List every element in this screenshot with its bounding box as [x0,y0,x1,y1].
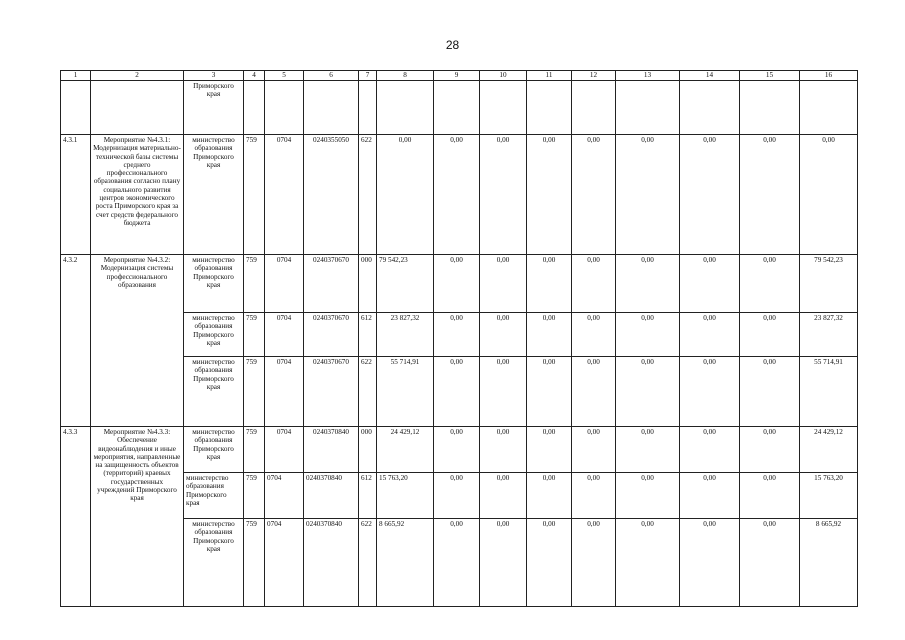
value-cell: 0,00 [572,473,616,519]
total-cell: 79 542,23 [800,255,858,313]
csr-cell: 0240355050 [304,135,359,255]
value-cell: 0,00 [480,519,527,607]
grbs-cell: 759 [244,473,265,519]
responsible-cell: министерство образования Приморского края [184,313,244,357]
vr-cell: 612 [359,313,377,357]
value-cell: 0,00 [434,255,480,313]
header-cell: 7 [359,71,377,81]
value-cell: 0,00 [527,135,572,255]
table-row [61,427,858,473]
grbs-cell: 759 [244,357,265,427]
value-cell: 0,00 [680,473,740,519]
responsible-cell: министерство образования Приморского края [184,135,244,255]
value-cell: 0,00 [434,519,480,607]
value-cell: 0,00 [572,357,616,427]
vr-cell: 000 [359,255,377,313]
vr-cell: 622 [359,135,377,255]
responsible-cell: министерство образования Приморского края [184,427,244,473]
measure-title: Мероприятие №4.3.1: Модернизация материально-технической базы системы среднего профессионального образования согласно плану социального развития центров экономического роста Приморского края за счет средств федерального бюджета [91,135,184,255]
value-cell: 0,00 [616,255,680,313]
value-cell: 0,00 [572,519,616,607]
value-cell: 0,00 [527,357,572,427]
budget-table [60,70,858,607]
value-cell: 0,00 [680,519,740,607]
vr-cell: 000 [359,427,377,473]
value-cell: 0,00 [680,357,740,427]
csr-cell: 0240370670 [304,357,359,427]
value-cell: 0,00 [740,255,800,313]
rzpr-cell: 0704 [265,473,304,519]
header-cell: 9 [434,71,480,81]
responsible-cell: министерство образования Приморского края [184,255,244,313]
vr-cell: 622 [359,519,377,607]
total-cell: 23 827,32 [800,313,858,357]
rzpr-cell: 0704 [265,135,304,255]
value-cell: 23 827,32 [377,313,434,357]
rzpr-cell: 0704 [265,519,304,607]
measure-code: 4.3.3 [61,427,91,607]
value-cell: 0,00 [527,473,572,519]
table-row [61,81,858,135]
value-cell: 0,00 [680,135,740,255]
total-cell: 15 763,20 [800,473,858,519]
rzpr-cell: 0704 [265,313,304,357]
value-cell: 0,00 [572,135,616,255]
value-cell: 0,00 [434,135,480,255]
value-cell: 0,00 [680,313,740,357]
csr-cell: 0240370840 [304,427,359,473]
header-cell: 4 [244,71,265,81]
grbs-cell: 759 [244,313,265,357]
header-cell: 16 [800,71,858,81]
header-cell: 10 [480,71,527,81]
value-cell: 0,00 [434,313,480,357]
value-cell: 0,00 [434,427,480,473]
csr-cell: 0240370670 [304,313,359,357]
rzpr-cell: 0704 [265,357,304,427]
value-cell: 0,00 [740,135,800,255]
responsible-cell: министерство образования Приморского края [184,473,244,519]
csr-cell: 0240370670 [304,255,359,313]
grbs-cell: 759 [244,427,265,473]
value-cell: 0,00 [680,427,740,473]
grbs-cell: 759 [244,135,265,255]
value-cell: 0,00 [616,313,680,357]
header-cell: 13 [616,71,680,81]
value-cell: 0,00 [616,135,680,255]
value-cell: 0,00 [480,255,527,313]
value-cell: 0,00 [572,427,616,473]
value-cell: 0,00 [527,313,572,357]
rzpr-cell: 0704 [265,427,304,473]
header-cell: 8 [377,71,434,81]
header-cell: 11 [527,71,572,81]
header-row [61,71,858,81]
value-cell: 0,00 [572,255,616,313]
header-cell: 2 [91,71,184,81]
measure-code: 4.3.1 [61,135,91,255]
value-cell: 0,00 [740,427,800,473]
value-cell: 24 429,12 [377,427,434,473]
header-cell: 3 [184,71,244,81]
value-cell: 0,00 [680,255,740,313]
total-cell: 8 665,92 [800,519,858,607]
header-cell: 1 [61,71,91,81]
value-cell: 79 542,23 [377,255,434,313]
value-cell: 0,00 [740,473,800,519]
value-cell: 15 763,20 [377,473,434,519]
value-cell: 0,00 [480,473,527,519]
value-cell: 0,00 [480,313,527,357]
measure-code: 4.3.2 [61,255,91,427]
responsible-cell: Приморского края [184,81,244,135]
value-cell: 0,00 [377,135,434,255]
value-cell: 0,00 [616,519,680,607]
value-cell: 0,00 [480,427,527,473]
value-cell: 0,00 [572,313,616,357]
value-cell: 0,00 [616,427,680,473]
total-cell: 24 429,12 [800,427,858,473]
vr-cell: 622 [359,357,377,427]
csr-cell: 0240370840 [304,519,359,607]
responsible-cell: министерство образования Приморского края [184,357,244,427]
table-row [61,255,858,313]
header-cell: 14 [680,71,740,81]
value-cell: 0,00 [527,427,572,473]
value-cell: 0,00 [434,473,480,519]
vr-cell: 612 [359,473,377,519]
header-cell: 12 [572,71,616,81]
header-cell: 6 [304,71,359,81]
value-cell: 0,00 [740,357,800,427]
rzpr-cell: 0704 [265,255,304,313]
measure-title: Мероприятие №4.3.3: Обеспечение видеонаблюдения и иные мероприятия, направленные на защищенность объектов (территорий) краевых государственных учреждений Приморского края [91,427,184,607]
total-cell: 0,00 [800,135,858,255]
csr-cell: 0240370840 [304,473,359,519]
total-cell: 55 714,91 [800,357,858,427]
table-row [61,135,858,255]
value-cell: 0,00 [740,313,800,357]
measure-title: Мероприятие №4.3.2: Модернизация системы профессионального образования [91,255,184,427]
value-cell: 0,00 [527,519,572,607]
value-cell: 0,00 [527,255,572,313]
grbs-cell: 759 [244,519,265,607]
grbs-cell: 759 [244,255,265,313]
header-cell: 15 [740,71,800,81]
value-cell: 0,00 [480,357,527,427]
value-cell: 8 665,92 [377,519,434,607]
header-cell: 5 [265,71,304,81]
value-cell: 0,00 [616,357,680,427]
page-number: 28 [445,38,460,52]
responsible-cell: министерство образования Приморского края [184,519,244,607]
value-cell: 0,00 [616,473,680,519]
value-cell: 0,00 [434,357,480,427]
value-cell: 0,00 [740,519,800,607]
value-cell: 0,00 [480,135,527,255]
value-cell: 55 714,91 [377,357,434,427]
